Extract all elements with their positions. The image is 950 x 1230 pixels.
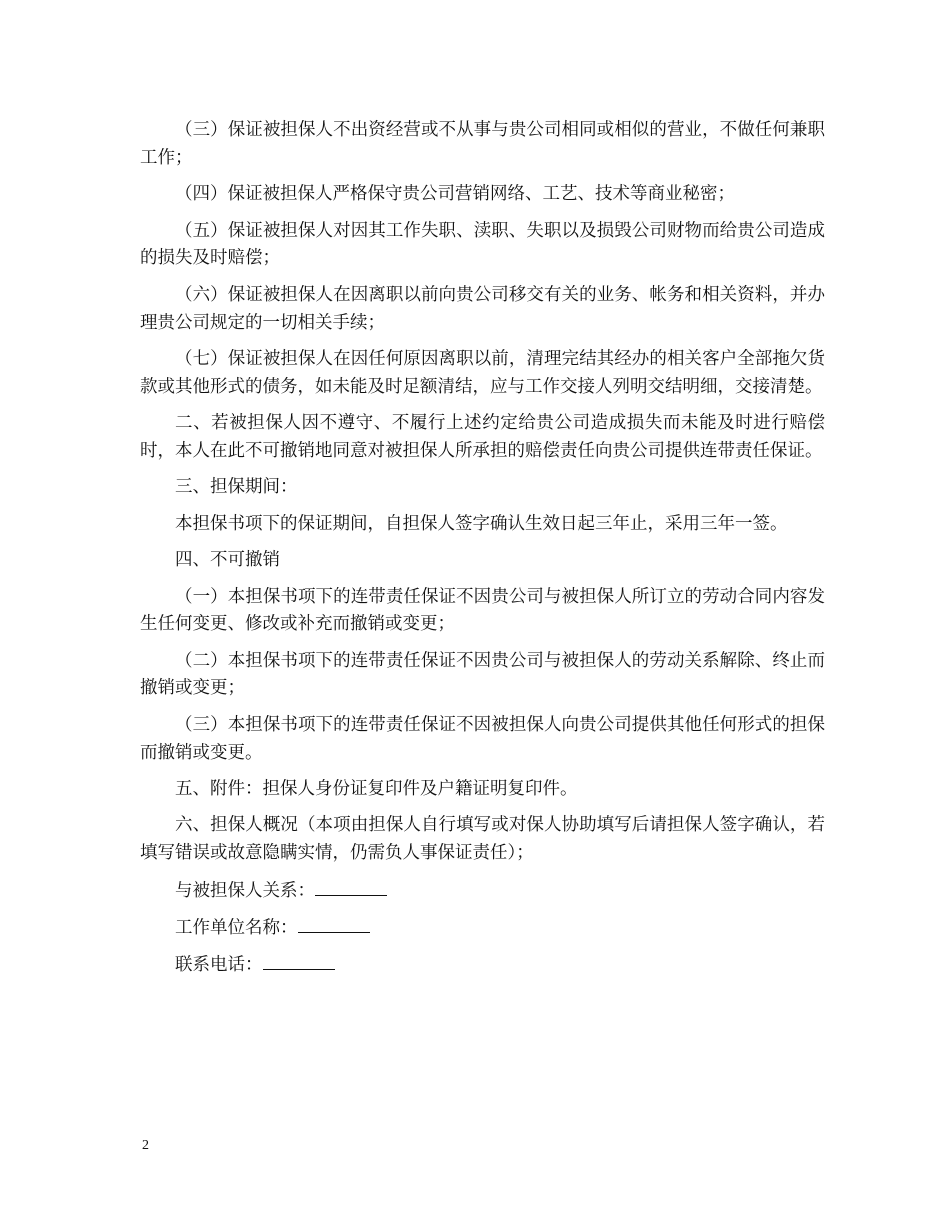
document-body bbox=[140, 117, 825, 989]
relation-label: 与被担保人关系： bbox=[175, 880, 315, 901]
clause-7-debt-settlement: （七）保证被担保人在因任何原因离职以前，清理完结其经办的相关客户全部拖欠货款或其他形式的债务，如未能及时足额清结，应与工作交接人列明交结明细，交接清楚。 bbox=[140, 348, 825, 397]
section-4-item-1: （一）本担保书项下的连带责任保证不因贵公司与被担保人所订立的劳动合同内容发生任何变更、修改或补充而撤销或变更； bbox=[140, 586, 825, 635]
clause-5-compensation: （五）保证被担保人对因其工作失职、渎职、失职以及损毁公司财物而给贵公司造成的损失及时赔偿； bbox=[140, 220, 825, 269]
relation-field bbox=[140, 877, 825, 906]
page-number: 2 bbox=[142, 1138, 149, 1153]
section-3-heading: 三、担保期间： bbox=[175, 477, 298, 498]
employer-blank[interactable] bbox=[298, 914, 370, 933]
employer-field bbox=[140, 914, 825, 943]
clause-4-trade-secrets: （四）保证被担保人严格保守贵公司营销网络、工艺、技术等商业秘密； bbox=[175, 184, 735, 205]
clause-6-handover: （六）保证被担保人在因离职以前向贵公司移交有关的业务、帐务和相关资料，并办理贵公司规定的一切相关手续； bbox=[140, 284, 825, 333]
section-4-item-3: （三）本担保书项下的连带责任保证不因被担保人向贵公司提供其他任何形式的担保而撤销或变更。 bbox=[140, 714, 825, 763]
section-6-guarantor-profile: 六、担保人概况（本项由担保人自行填写或对保人协助填写后请担保人签字确认，若填写错误或故意隐瞒实情，仍需负人事保证责任）； bbox=[140, 815, 825, 864]
relation-blank[interactable] bbox=[315, 877, 387, 896]
section-3-period: 本担保书项下的保证期间，自担保人签字确认生效日起三年止，采用三年一签。 bbox=[175, 513, 788, 534]
employer-label: 工作单位名称： bbox=[175, 918, 298, 939]
section-4-heading: 四、不可撤销 bbox=[175, 550, 280, 571]
phone-field bbox=[140, 951, 825, 980]
phone-blank[interactable] bbox=[263, 951, 335, 970]
clause-3-no-competing-business: （三）保证被担保人不出资经营或不从事与贵公司相同或相似的营业，不做任何兼职工作； bbox=[140, 120, 825, 168]
section-5-attachments: 五、附件：担保人身份证复印件及户籍证明复印件。 bbox=[175, 779, 578, 800]
section-4-item-2: （二）本担保书项下的连带责任保证不因贵公司与被担保人的劳动关系解除、终止而撤销或变更； bbox=[140, 650, 825, 699]
phone-label: 联系电话： bbox=[175, 955, 263, 976]
section-2-joint-liability: 二、若被担保人因不遵守、不履行上述约定给贵公司造成损失而未能及时进行赔偿时，本人在此不可撤销地同意对被担保人所承担的赔偿责任向贵公司提供连带责任保证。 bbox=[140, 413, 825, 461]
